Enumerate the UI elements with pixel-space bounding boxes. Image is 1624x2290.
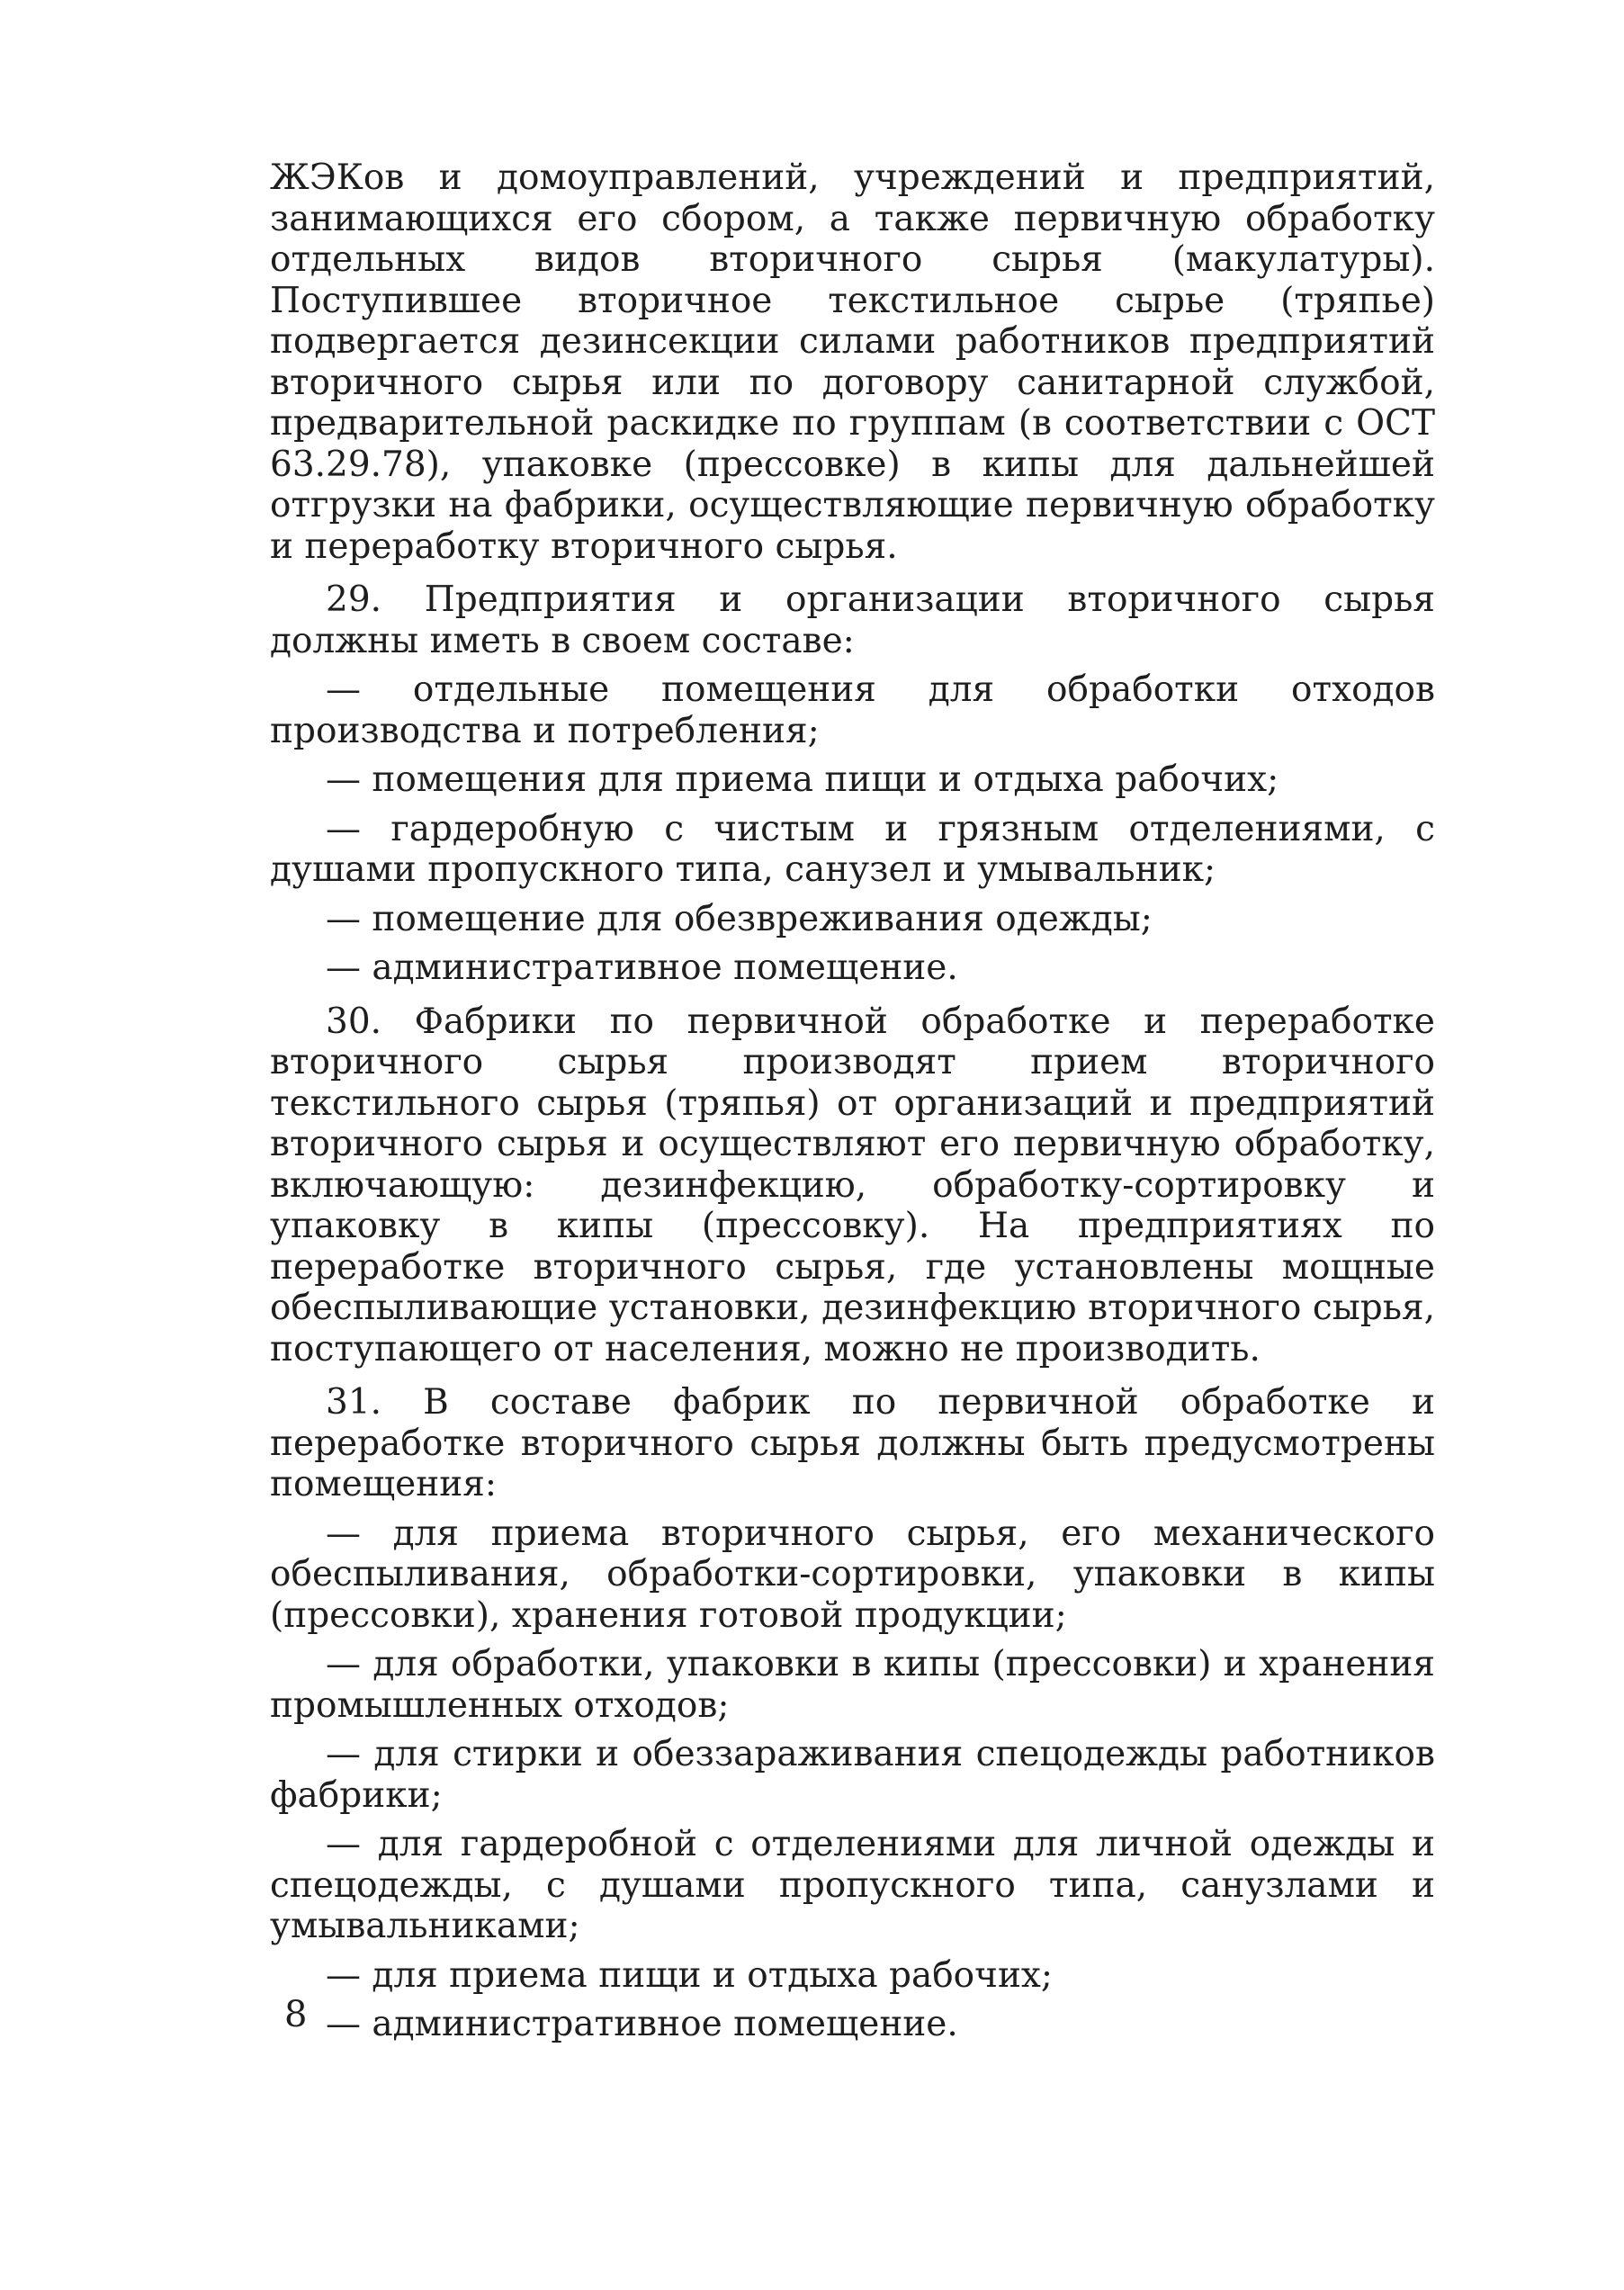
- page-body: [270, 157, 1435, 2045]
- list-item: — гардеробную с чистым и грязным отделениями, с душами пропускного типа, санузел и умывальник;: [270, 808, 1435, 890]
- page-number: 8: [284, 1994, 308, 2035]
- paragraph-29: 29. Предприятия и организации вторичного сырья должны иметь в своем составе:: [270, 579, 1435, 661]
- paragraph-continuation: ЖЭКов и домоуправлений, учреждений и предприятий, занимающихся его сбором, а также первичную обработку отдельных видов вторичного сырья (макулатуры). Поступившее вторичное текстильное сырье (тряпье) подвергается дезинсекции силами работников предприятий вторичного сырья или по договору санитарной службой, предварительной раскидке по группам (в соответствии с ОСТ 63.29.78), упаковке (прессовке) в кипы для дальнейшей отгрузки на фабрики, осуществляющие первичную обработку и переработку вторичного сырья.: [270, 157, 1435, 567]
- paragraph-31: 31. В составе фабрик по первичной обработке и переработке вторичного сырья должны быть предусмотрены помещения:: [270, 1382, 1435, 1504]
- paragraph-30: 30. Фабрики по первичной обработке и переработке вторичного сырья производят прием вторичного текстильного сырья (тряпья) от организаций и предприятий вторичного сырья и осуществляют его первичную обработку, включающую: дезинфекцию, обработку-сортировку и упаковку в кипы (прессовку). На предприятиях по переработке вторичного сырья, где установлены мощные обеспыливающие установки, дезинфекцию вторичного сырья, поступающего от населения, можно не производить.: [270, 1001, 1435, 1370]
- list-item: — административное помещение.: [326, 947, 958, 988]
- list-item: — для стирки и обеззараживания спецодежды работников фабрики;: [270, 1734, 1435, 1816]
- list-item: — административное помещение.: [326, 2004, 958, 2044]
- list-item: — для обработки, упаковки в кипы (прессовки) и хранения промышленных отходов;: [270, 1644, 1435, 1726]
- list-item: — для гардеробной с отделениями для личной одежды и спецодежды, с душами пропускного типа, санузлами и умывальниками;: [270, 1824, 1435, 1946]
- list-item: — отдельные помещения для обработки отходов производства и потребления;: [270, 669, 1435, 751]
- list-item: — помещения для приема пищи и отдыха рабочих;: [326, 759, 1279, 800]
- list-item: — для приема вторичного сырья, его механического обеспыливания, обработки-сортировки, упаковки в кипы (прессовки), хранения готовой продукции;: [270, 1513, 1435, 1636]
- list-item: — помещение для обезвреживания одежды;: [326, 898, 1153, 939]
- list-item: — для приема пищи и отдыха рабочих;: [326, 1954, 1054, 1996]
